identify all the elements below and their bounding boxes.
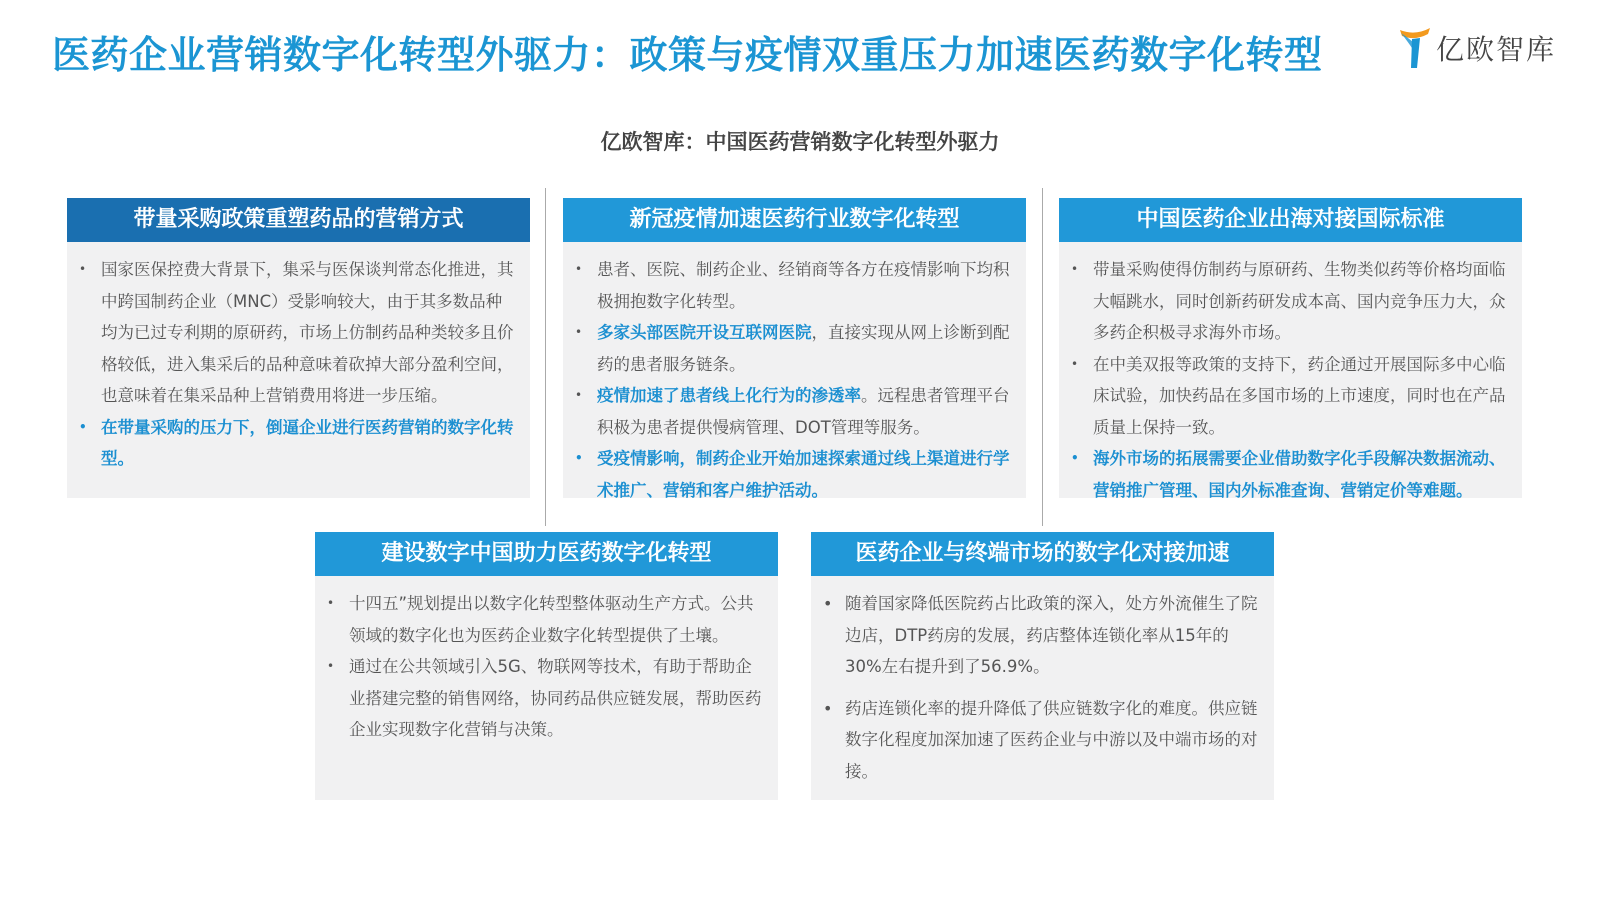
bullet-list bbox=[563, 242, 1026, 506]
page-title: 医药企业营销数字化转型外驱力：政策与疫情双重压力加速医药数字化转型 bbox=[52, 33, 1323, 77]
card-volume-procurement bbox=[67, 198, 530, 498]
bullet-list bbox=[1059, 242, 1522, 506]
yiou-logo-icon bbox=[1398, 26, 1432, 70]
list-item: • 随着国家降低医院药占比政策的深入，处方外流催生了院边店，DTP药房的发展，药店整体连锁化率从15年的30%左右提升到了56.9%。 bbox=[845, 588, 1258, 683]
list-item: • 通过在公共领域引入5G、物联网等技术，有助于帮助企业搭建完整的销售网络，协同药品供应链发展，帮助医药企业实现数字化营销与决策。 bbox=[349, 651, 762, 746]
card-title: 新冠疫情加速医药行业数字化转型 bbox=[563, 198, 1026, 242]
card-title: 带量采购政策重塑药品的营销方式 bbox=[67, 198, 530, 242]
card-title: 医药企业与终端市场的数字化对接加速 bbox=[811, 532, 1274, 576]
list-item bbox=[597, 380, 1010, 443]
list-item: • 带量采购使得仿制药与原研药、生物类似药等价格均面临大幅跳水，同时创新药研发成本高、国内竞争压力大，众多药企积极寻求海外市场。 bbox=[1093, 254, 1506, 349]
card-terminal-market bbox=[811, 532, 1274, 800]
list-item: • 在中美双报等政策的支持下，药企通过开展国际多中心临床试验，加快药品在多国市场的上市速度，同时也在产品质量上保持一致。 bbox=[1093, 349, 1506, 444]
card-title: 建设数字中国助力医药数字化转型 bbox=[315, 532, 778, 576]
card-title: 中国医药企业出海对接国际标准 bbox=[1059, 198, 1522, 242]
list-item: • 药店连锁化率的提升降低了供应链数字化的难度。供应链数字化程度加深加速了医药企业与中游以及中端市场的对接。 bbox=[845, 693, 1258, 788]
body-text: 。远程患者管理平台积极为患者提供慢病管理、DOT管理等服务。 bbox=[597, 386, 1010, 437]
list-item: • 受疫情影响，制药企业开始加速探索通过线上渠道进行学术推广、营销和客户维护活动。 bbox=[597, 443, 1010, 506]
list-item: • 在带量采购的压力下，倒逼企业进行医药营销的数字化转型。 bbox=[101, 412, 514, 475]
list-item: • 十四五”规划提出以数字化转型整体驱动生产方式。公共领域的数字化也为医药企业数字化转型提供了土壤。 bbox=[349, 588, 762, 651]
list-item: • 患者、医院、制药企业、经销商等各方在疫情影响下均积极拥抱数字化转型。 bbox=[597, 254, 1010, 317]
bullet-list bbox=[315, 576, 778, 746]
list-item bbox=[597, 317, 1010, 380]
body-text: ，直接实现从网上诊断到配药的患者服务链条。 bbox=[597, 323, 1010, 374]
divider-left bbox=[545, 188, 546, 526]
highlight-text: 多家头部医院开设互联网医院 bbox=[597, 323, 812, 342]
divider-right bbox=[1042, 188, 1043, 526]
card-going-overseas bbox=[1059, 198, 1522, 498]
highlight-text: 疫情加速了患者线上化行为的渗透率 bbox=[597, 386, 861, 405]
brand-logo bbox=[1398, 24, 1556, 72]
bullet-list bbox=[67, 242, 530, 475]
list-item: • 国家医保控费大背景下，集采与医保谈判常态化推进，其中跨国制药企业（MNC）受影响较大，由于其多数品种均为已过专利期的原研药，市场上仿制药品种类较多且价格较低，进入集采后的品种意味着砍掉大部分盈利空间，也意味着在集采品种上营销费用将进一步压缩。 bbox=[101, 254, 514, 412]
card-digital-china bbox=[315, 532, 778, 800]
list-item: • 海外市场的拓展需要企业借助数字化手段解决数据流动、营销推广管理、国内外标准查询、营销定价等难题。 bbox=[1093, 443, 1506, 506]
card-covid-digital bbox=[563, 198, 1026, 498]
logo-text: 亿欧智库 bbox=[1436, 33, 1557, 66]
page-subtitle: 亿欧智库：中国医药营销数字化转型外驱力 bbox=[600, 130, 1000, 154]
bullet-list bbox=[811, 576, 1274, 787]
